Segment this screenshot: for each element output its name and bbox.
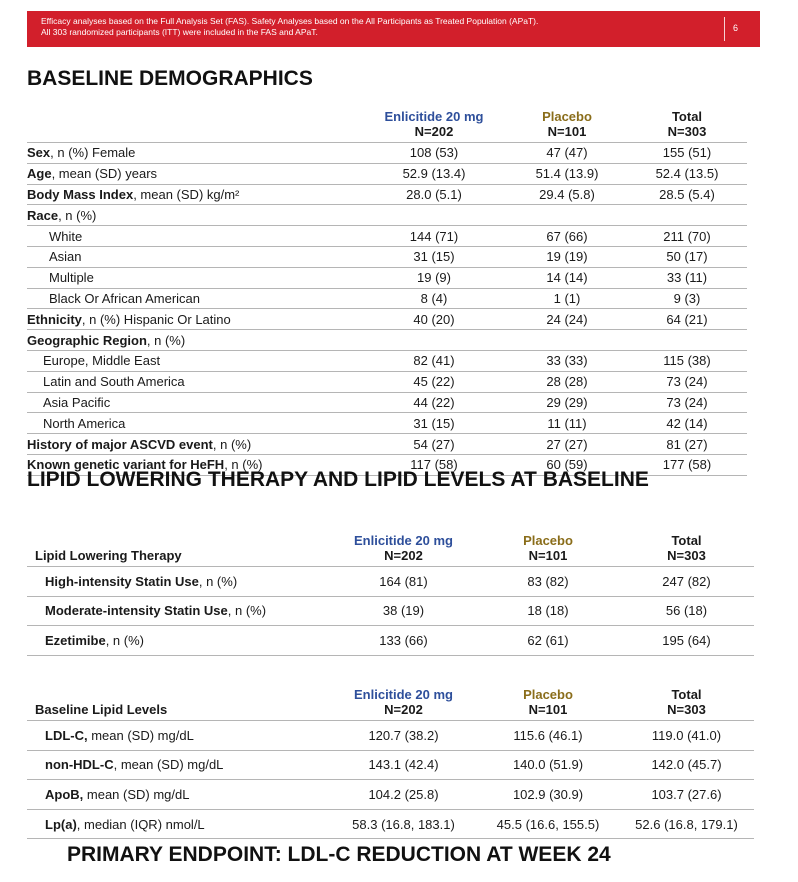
- total-value: 81 (27): [627, 434, 747, 455]
- enlicitide-value: 28.0 (5.1): [361, 184, 507, 205]
- row-label-sub: Asia Pacific: [43, 394, 111, 410]
- row-label: [27, 288, 361, 309]
- placebo-value: 83 (82): [477, 567, 619, 597]
- therapy-row: [27, 596, 754, 626]
- row-label: [27, 413, 361, 434]
- placebo-value: 29 (29): [507, 392, 627, 413]
- enlicitide-value: 8 (4): [361, 288, 507, 309]
- placebo-value: 14 (14): [507, 267, 627, 288]
- placebo-value: 33 (33): [507, 350, 627, 371]
- demographics-row: [27, 143, 747, 164]
- row-label: [27, 392, 361, 413]
- placebo-value: 51.4 (13.9): [507, 163, 627, 184]
- enlicitide-value: 31 (15): [361, 413, 507, 434]
- enlicitide-value: 45 (22): [361, 371, 507, 392]
- therapy-row: [27, 626, 754, 656]
- row-label: [27, 567, 330, 597]
- row-label: [27, 626, 330, 656]
- enlicitide-value: 52.9 (13.4): [361, 163, 507, 184]
- row-label-bold: Known genetic variant for HeFH: [27, 457, 225, 473]
- note-line-1: Efficacy analyses based on the Full Analysis Set (FAS). Safety Analyses based on the All Participants as Treated Population (APaT).: [41, 16, 539, 26]
- enlicitide-value: 58.3 (16.8, 183.1): [330, 809, 477, 839]
- row-label: [27, 780, 330, 810]
- demographics-row: [27, 434, 747, 455]
- lipid-level-row: [27, 809, 754, 839]
- total-value: 33 (11): [627, 267, 747, 288]
- arm-header-enlicitide: Enlicitide 20 mg N=202: [330, 527, 477, 567]
- population-notes: [41, 16, 538, 38]
- row-label: [27, 267, 361, 288]
- placebo-value: 29.4 (5.8): [507, 184, 627, 205]
- placebo-value: 60 (59): [507, 454, 627, 475]
- total-value: 64 (21): [627, 309, 747, 330]
- page-number: 6: [733, 23, 739, 33]
- demographics-header-row: [27, 106, 747, 143]
- lipid-level-row: [27, 721, 754, 751]
- row-label-sub: Europe, Middle East: [43, 353, 161, 369]
- total-value: 28.5 (5.4): [627, 184, 747, 205]
- total-value: 155 (51): [627, 143, 747, 164]
- row-label: [27, 226, 361, 247]
- demographics-row: [27, 205, 747, 226]
- placebo-value: 67 (66): [507, 226, 627, 247]
- row-label-sub: Asian: [49, 249, 82, 265]
- row-label-rest: , n (%) Female: [50, 145, 136, 161]
- demographics-row: [27, 309, 747, 330]
- total-value: 42 (14): [627, 413, 747, 434]
- row-label: [27, 163, 361, 184]
- total-value: 115 (38): [627, 350, 747, 371]
- placebo-value: 18 (18): [477, 596, 619, 626]
- arm-header-total: Total N=303: [627, 106, 747, 143]
- total-value: [627, 330, 747, 351]
- row-label-bold: Body Mass Index: [27, 186, 134, 202]
- arm-header-placebo: Placebo N=101: [477, 681, 619, 721]
- placebo-value: 1 (1): [507, 288, 627, 309]
- row-label: [27, 596, 330, 626]
- row-label-bold: Moderate-intensity Statin Use: [45, 603, 228, 619]
- row-label: [27, 143, 361, 164]
- row-label-rest: mean (SD) mg/dL: [87, 727, 194, 743]
- row-label-bold: LDL-C,: [45, 727, 88, 743]
- row-label: [27, 330, 361, 351]
- enlicitide-value: 31 (15): [361, 246, 507, 267]
- demographics-heading: BASELINE DEMOGRAPHICS: [27, 67, 313, 90]
- demographics-row: [27, 350, 747, 371]
- demographics-row: [27, 392, 747, 413]
- row-label-rest: , mean (SD) mg/dL: [113, 757, 224, 773]
- row-label-sub: Latin and South America: [43, 374, 185, 390]
- row-label-rest: , n (%): [146, 332, 186, 348]
- row-label-rest: , n (%): [198, 573, 238, 589]
- row-label-rest: , n (%): [105, 632, 144, 648]
- row-label-rest: , n (%): [58, 207, 97, 223]
- total-value: [627, 205, 747, 226]
- enlicitide-value: 82 (41): [361, 350, 507, 371]
- row-label-rest: , n (%): [224, 457, 263, 473]
- demographics-row: [27, 330, 747, 351]
- row-label-bold: Geographic Region: [27, 332, 147, 348]
- row-label-bold: Age: [27, 166, 52, 182]
- demographics-body: [27, 143, 747, 476]
- row-label-rest: , n (%): [212, 436, 252, 452]
- row-label-bold: Ethnicity: [27, 311, 82, 327]
- lipid-level-row: [27, 780, 754, 810]
- placebo-value: 19 (19): [507, 246, 627, 267]
- demographics-row: [27, 184, 747, 205]
- row-label: [27, 184, 361, 205]
- levels-header-row: [27, 681, 754, 721]
- total-value: 177 (58): [627, 454, 747, 475]
- row-label-rest: , median (IQR) nmol/L: [76, 816, 205, 832]
- placebo-value: 45.5 (16.6, 155.5): [477, 809, 619, 839]
- row-label-bold: Ezetimibe: [45, 632, 106, 648]
- total-value: 52.6 (16.8, 179.1): [619, 809, 754, 839]
- row-label: [27, 205, 361, 226]
- row-label-sub: White: [49, 228, 83, 244]
- arm-header-total: Total N=303: [619, 527, 754, 567]
- row-label: [27, 350, 361, 371]
- placebo-value: 140.0 (51.9): [477, 750, 619, 780]
- enlicitide-value: 40 (20): [361, 309, 507, 330]
- therapy-header-row: [27, 527, 754, 567]
- enlicitide-value: [361, 330, 507, 351]
- row-label-bold: Sex: [27, 145, 51, 161]
- row-label-rest: , mean (SD) years: [51, 166, 158, 182]
- levels-body: [27, 721, 754, 839]
- row-label: [27, 371, 361, 392]
- total-value: 247 (82): [619, 567, 754, 597]
- total-value: 142.0 (45.7): [619, 750, 754, 780]
- total-value: 103.7 (27.6): [619, 780, 754, 810]
- enlicitide-value: 54 (27): [361, 434, 507, 455]
- total-value: 73 (24): [627, 371, 747, 392]
- total-value: 9 (3): [627, 288, 747, 309]
- placebo-value: 28 (28): [507, 371, 627, 392]
- row-label-rest: , n (%) Hispanic Or Latino: [81, 311, 231, 327]
- lipid-level-row: [27, 750, 754, 780]
- row-label-bold: History of major ASCVD event: [27, 436, 213, 452]
- slide-banner: [27, 11, 760, 47]
- arm-header-total: Total N=303: [619, 681, 754, 721]
- row-label-sub: Multiple: [49, 270, 94, 286]
- enlicitide-value: 133 (66): [330, 626, 477, 656]
- enlicitide-value: 120.7 (38.2): [330, 721, 477, 751]
- primary-endpoint-heading: PRIMARY ENDPOINT: LDL-C REDUCTION AT WEEK 24: [67, 843, 611, 866]
- arm-header-placebo: Placebo N=101: [477, 527, 619, 567]
- row-label: [27, 434, 361, 455]
- row-label-sub: Black Or African American: [49, 290, 200, 306]
- arm-header-enlicitide: Enlicitide 20 mg N=202: [361, 106, 507, 143]
- placebo-value: 24 (24): [507, 309, 627, 330]
- therapy-row: [27, 567, 754, 597]
- arm-header-placebo: Placebo N=101: [507, 106, 627, 143]
- arm-header-enlicitide: Enlicitide 20 mg N=202: [330, 681, 477, 721]
- note-line-2: All 303 randomized participants (ITT) were included in the FAS and APaT.: [41, 27, 318, 37]
- enlicitide-value: 108 (53): [361, 143, 507, 164]
- placebo-value: 62 (61): [477, 626, 619, 656]
- demographics-row: [27, 226, 747, 247]
- enlicitide-value: 117 (58): [361, 454, 507, 475]
- total-value: 56 (18): [619, 596, 754, 626]
- enlicitide-value: 104.2 (25.8): [330, 780, 477, 810]
- enlicitide-value: 144 (71): [361, 226, 507, 247]
- therapy-header-label: Lipid Lowering Therapy: [27, 527, 330, 567]
- row-label: [27, 309, 361, 330]
- demographics-row: [27, 267, 747, 288]
- therapy-body: [27, 567, 754, 656]
- row-label-rest: mean (SD) mg/dL: [83, 786, 190, 802]
- row-label-bold: non-HDL-C: [45, 757, 114, 773]
- enlicitide-value: 38 (19): [330, 596, 477, 626]
- row-label-sub: North America: [43, 415, 126, 431]
- total-value: 52.4 (13.5): [627, 163, 747, 184]
- placebo-value: 102.9 (30.9): [477, 780, 619, 810]
- demographics-row: [27, 371, 747, 392]
- row-label: [27, 246, 361, 267]
- total-value: 50 (17): [627, 246, 747, 267]
- total-value: 211 (70): [627, 226, 747, 247]
- total-value: 119.0 (41.0): [619, 721, 754, 751]
- demographics-row: [27, 288, 747, 309]
- lipid-heading: LIPID LOWERING THERAPY AND LIPID LEVELS AT BASELINE: [27, 468, 649, 491]
- total-value: 73 (24): [627, 392, 747, 413]
- enlicitide-value: 44 (22): [361, 392, 507, 413]
- row-label: [27, 750, 330, 780]
- demographics-row: [27, 246, 747, 267]
- row-label: [27, 809, 330, 839]
- row-label-bold: Lp(a): [45, 816, 77, 832]
- placebo-value: 27 (27): [507, 434, 627, 455]
- row-label-rest: , n (%): [227, 603, 267, 619]
- banner-divider: [724, 17, 725, 41]
- lipid-levels-table: [27, 681, 754, 839]
- row-label-bold: Race: [27, 207, 59, 223]
- therapy-table: [27, 527, 754, 656]
- row-label-rest: , mean (SD) kg/m²: [133, 186, 240, 202]
- placebo-value: 47 (47): [507, 143, 627, 164]
- enlicitide-value: 164 (81): [330, 567, 477, 597]
- row-label-bold: ApoB,: [45, 786, 84, 802]
- demographics-table: [27, 106, 747, 476]
- total-value: 195 (64): [619, 626, 754, 656]
- row-label-bold: High-intensity Statin Use: [45, 573, 199, 589]
- levels-header-label: Baseline Lipid Levels: [27, 681, 330, 721]
- demographics-row: [27, 413, 747, 434]
- placebo-value: [507, 330, 627, 351]
- row-label: [27, 721, 330, 751]
- placebo-value: 115.6 (46.1): [477, 721, 619, 751]
- enlicitide-value: 19 (9): [361, 267, 507, 288]
- placebo-value: [507, 205, 627, 226]
- placebo-value: 11 (11): [507, 413, 627, 434]
- enlicitide-value: [361, 205, 507, 226]
- enlicitide-value: 143.1 (42.4): [330, 750, 477, 780]
- demographics-row: [27, 163, 747, 184]
